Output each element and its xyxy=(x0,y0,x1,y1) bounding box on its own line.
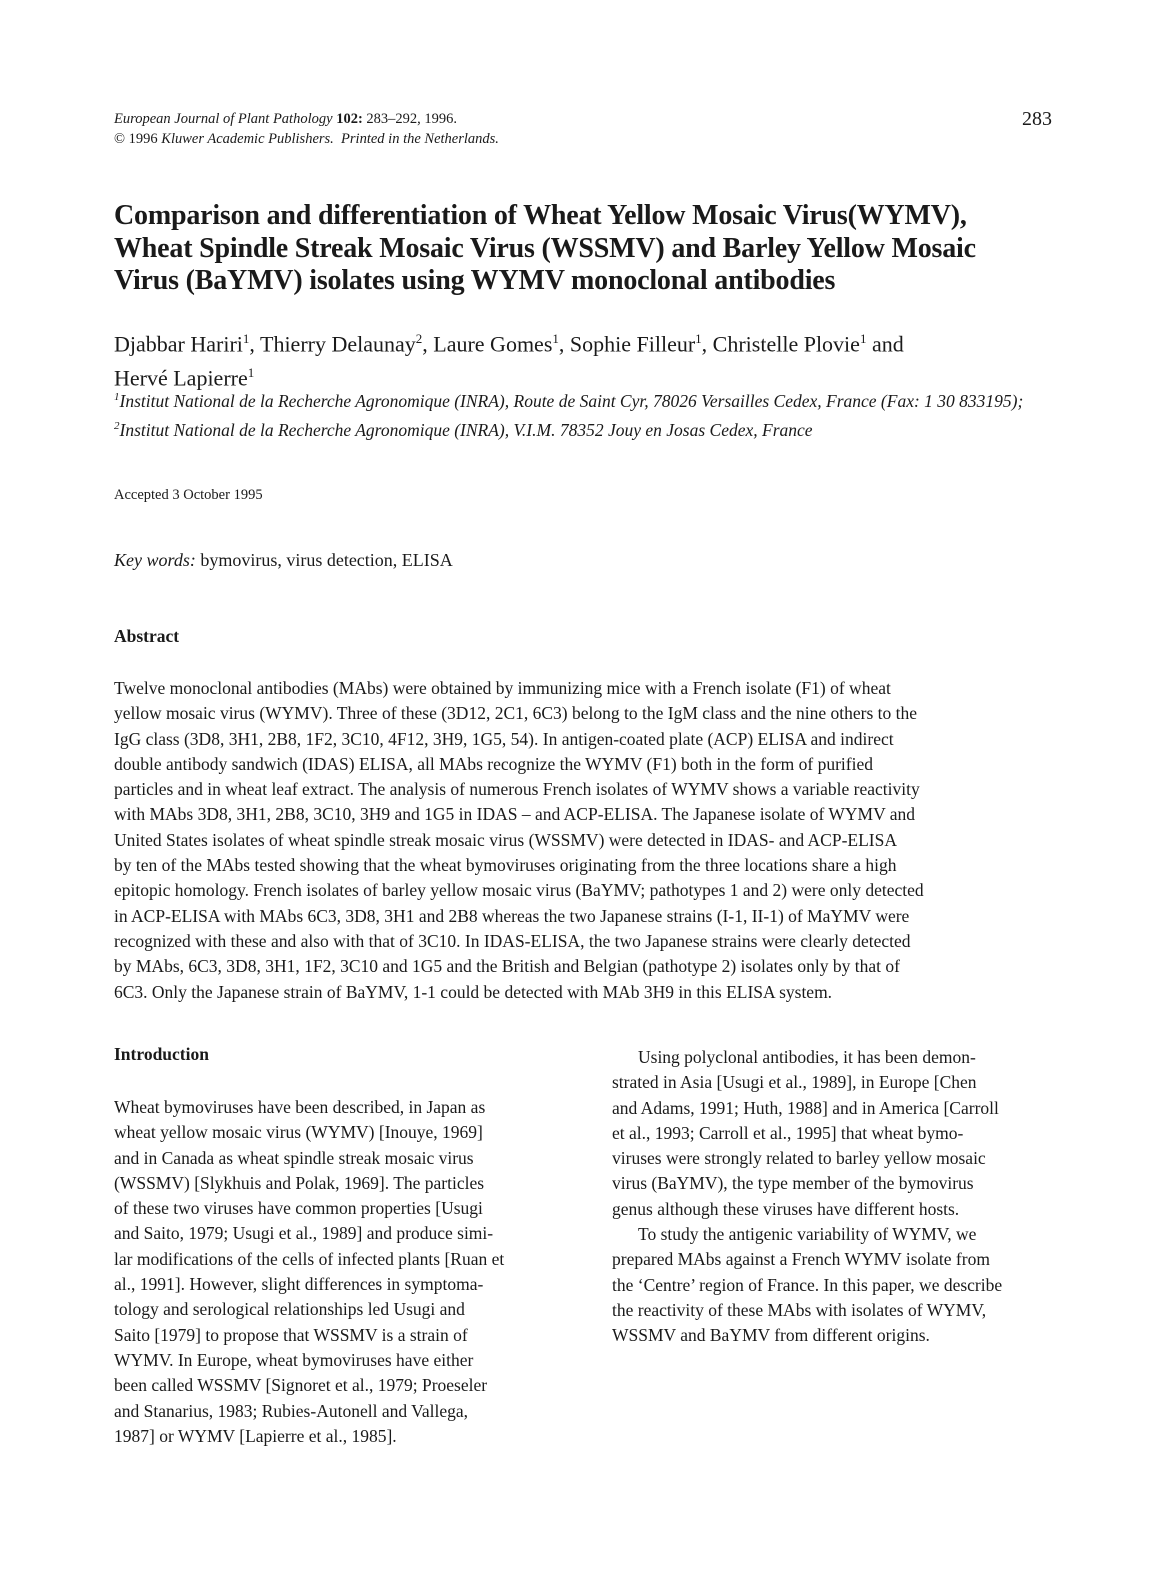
author-name: Hervé Lapierre xyxy=(114,365,248,391)
author-affil-mark: 1 xyxy=(247,365,255,381)
intro-line: genus although these viruses have different hosts. xyxy=(612,1198,960,1219)
abstract-heading: Abstract xyxy=(114,626,180,646)
affiliation-2: Institut National de la Recherche Agronomique (INRA), V.I.M. 78352 Jouy en Josas Cedex, France xyxy=(119,420,813,441)
author-name: Thierry Delaunay xyxy=(260,331,416,357)
author-separator: , xyxy=(701,331,713,357)
publisher: Kluwer Academic Publishers. xyxy=(161,131,334,147)
abstract-line: double antibody sandwich (IDAS) ELISA, all MAbs recognize the WYMV (F1) both in the form of purified xyxy=(114,753,874,774)
affil-mark: 1 xyxy=(114,391,120,403)
page-number: 283 xyxy=(1022,108,1052,130)
intro-line: and Saito, 1979; Usugi et al., 1989] and produce simi- xyxy=(114,1223,494,1244)
abstract-line: epitopic homology. French isolates of barley yellow mosaic virus (BaYMV; pathotypes 1 and 2) were only detected xyxy=(114,880,924,901)
affiliations xyxy=(114,385,1059,444)
intro-line: (WSSMV) [Slykhuis and Polak, 1969]. The particles xyxy=(114,1172,485,1193)
intro-line: strated in Asia [Usugi et al., 1989], in Europe [Chen xyxy=(612,1072,977,1093)
affiliation-1: Institut National de la Recherche Agronomique (INRA), Route de Saint Cyr, 78026 Versailles Cedex, France (Fax: 1 30 833195); xyxy=(119,390,1024,411)
affil-mark: 2 xyxy=(114,420,120,433)
author-affil-mark: 1 xyxy=(242,331,250,346)
abstract-line: 6C3. Only the Japanese strain of BaYMV, 1-1 could be detected with MAb 3H9 in this ELISA system. xyxy=(114,981,833,1002)
intro-line: Saito [1979] to propose that WSSMV is a strain of xyxy=(114,1324,468,1345)
journal-volume: 102: xyxy=(336,111,363,127)
intro-line: virus (BaYMV), the type member of the bymovirus xyxy=(612,1173,974,1194)
abstract-line: yellow mosaic virus (WYMV). Three of these (3D12, 2C1, 6C3) belong to the IgM class and the nine others to the xyxy=(114,703,918,724)
author-name: Sophie Filleur xyxy=(569,331,696,357)
abstract-line: with MAbs 3D8, 3H1, 2B8, 3C10, 3H9 and 1G5 in IDAS – and ACP-ELISA. The Japanese isolate of WYMV and xyxy=(114,804,916,825)
abstract-line: by MAbs, 6C3, 3D8, 3H1, 1F2, 3C10 and 1G5 and the British and Belgian (pathotype 2) isolates only by that of xyxy=(114,956,900,977)
abstract-line: particles and in wheat leaf extract. The analysis of numerous French isolates of WYMV shows a variable reactivity xyxy=(114,779,920,800)
intro-line: the ‘Centre’ region of France. In this paper, we describe xyxy=(612,1274,1003,1295)
intro-line: To study the antigenic variability of WYMV, we xyxy=(638,1224,977,1245)
author-separator: , xyxy=(249,331,260,357)
author-separator: , xyxy=(422,331,434,357)
intro-line: wheat yellow mosaic virus (WYMV) [Inouye, 1969] xyxy=(114,1122,483,1143)
intro-line: et al., 1993; Carroll et al., 1995] that wheat bymo- xyxy=(612,1122,964,1143)
abstract-line: IgG class (3D8, 3H1, 2B8, 1F2, 3C10, 4F12, 3H9, 1G5, 54). In antigen-coated plate (ACP) ELISA and indirect xyxy=(114,728,894,749)
title-line: Wheat Spindle Streak Mosaic Virus (WSSMV) and Barley Yellow Mosaic xyxy=(114,232,976,264)
abstract-line: United States isolates of wheat spindle streak mosaic virus (WSSMV) were detected in IDAS- and ACP-ELISA xyxy=(114,829,897,850)
abstract-line: recognized with these and also with that of 3C10. In IDAS-ELISA, the two Japanese strains were clearly detected xyxy=(114,930,911,951)
intro-line: the reactivity of these MAbs with isolates of WYMV, xyxy=(612,1299,987,1320)
journal-pages: 283–292, 1996. xyxy=(362,111,458,127)
intro-line: prepared MAbs against a French WYMV isolate from xyxy=(612,1249,990,1270)
journal-citation xyxy=(114,110,457,129)
intro-line: tology and serological relationships led Usugi and xyxy=(114,1299,465,1320)
intro-line: and Adams, 1991; Huth, 1988] and in America [Carroll xyxy=(612,1097,999,1118)
paper-title xyxy=(114,200,1054,298)
author-affil-mark: 1 xyxy=(859,331,867,346)
abstract-line: in ACP-ELISA with MAbs 6C3, 3D8, 3H1 and 2B8 whereas the two Japanese strains (I-1, II-1) of MaYMV were xyxy=(114,905,910,926)
intro-line: 1987] or WYMV [Lapierre et al., 1985]. xyxy=(114,1425,397,1446)
author-name: Laure Gomes xyxy=(433,331,553,357)
copyright-year: 1996 xyxy=(125,131,162,147)
author-separator: , xyxy=(558,331,570,357)
introduction-heading: Introduction xyxy=(114,1044,209,1064)
author-affil-mark: 2 xyxy=(415,331,423,346)
intro-line: and in Canada as wheat spindle streak mosaic virus xyxy=(114,1147,474,1168)
author-name: Djabbar Hariri xyxy=(114,331,243,357)
author-list xyxy=(114,324,1054,393)
introduction-left-column xyxy=(114,1095,564,1449)
intro-line: Using polyclonal antibodies, it has been demon- xyxy=(638,1047,976,1067)
journal-name: European Journal of Plant Pathology xyxy=(114,111,333,127)
printed-location: Printed in the Netherlands. xyxy=(341,131,499,147)
title-line: Virus (BaYMV) isolates using WYMV monoclonal antibodies xyxy=(114,265,836,296)
author-affil-mark: 1 xyxy=(695,331,702,346)
intro-line: lar modifications of the cells of infected plants [Ruan et xyxy=(114,1248,505,1269)
title-line: Comparison and differentiation of Wheat Yellow Mosaic Virus(WYMV), xyxy=(114,200,967,231)
author-separator: and xyxy=(866,331,904,357)
intro-line: al., 1991]. However, slight differences in symptoma- xyxy=(114,1274,484,1295)
abstract-body xyxy=(114,676,1034,1005)
copyright-symbol: © xyxy=(114,131,126,147)
accepted-date: Accepted 3 October 1995 xyxy=(114,487,263,503)
keywords xyxy=(114,550,453,571)
intro-line: WYMV. In Europe, wheat bymoviruses have either xyxy=(114,1349,474,1370)
intro-line: of these two viruses have common properties [Usugi xyxy=(114,1198,483,1219)
intro-line: Wheat bymoviruses have been described, in Japan as xyxy=(114,1097,486,1117)
author-name: Christelle Plovie xyxy=(712,331,860,357)
intro-line: viruses were strongly related to barley yellow mosaic xyxy=(612,1148,986,1169)
abstract-line: Twelve monoclonal antibodies (MAbs) were obtained by immunizing mice with a French isolate (F1) of wheat xyxy=(114,678,891,698)
copyright-line xyxy=(114,130,499,149)
abstract-line: by ten of the MAbs tested showing that the wheat bymoviruses originating from the three locations share a high xyxy=(114,855,897,876)
author-affil-mark: 1 xyxy=(552,331,559,346)
keywords-value: bymovirus, virus detection, ELISA xyxy=(195,550,453,570)
intro-line: WSSMV and BaYMV from different origins. xyxy=(612,1325,930,1346)
intro-line: and Stanarius, 1983; Rubies-Autonell and Vallega, xyxy=(114,1400,468,1421)
introduction-right-column xyxy=(612,1045,1062,1349)
intro-line: been called WSSMV [Signoret et al., 1979; Proeseler xyxy=(114,1375,488,1396)
keywords-label: Key words: xyxy=(114,550,196,570)
